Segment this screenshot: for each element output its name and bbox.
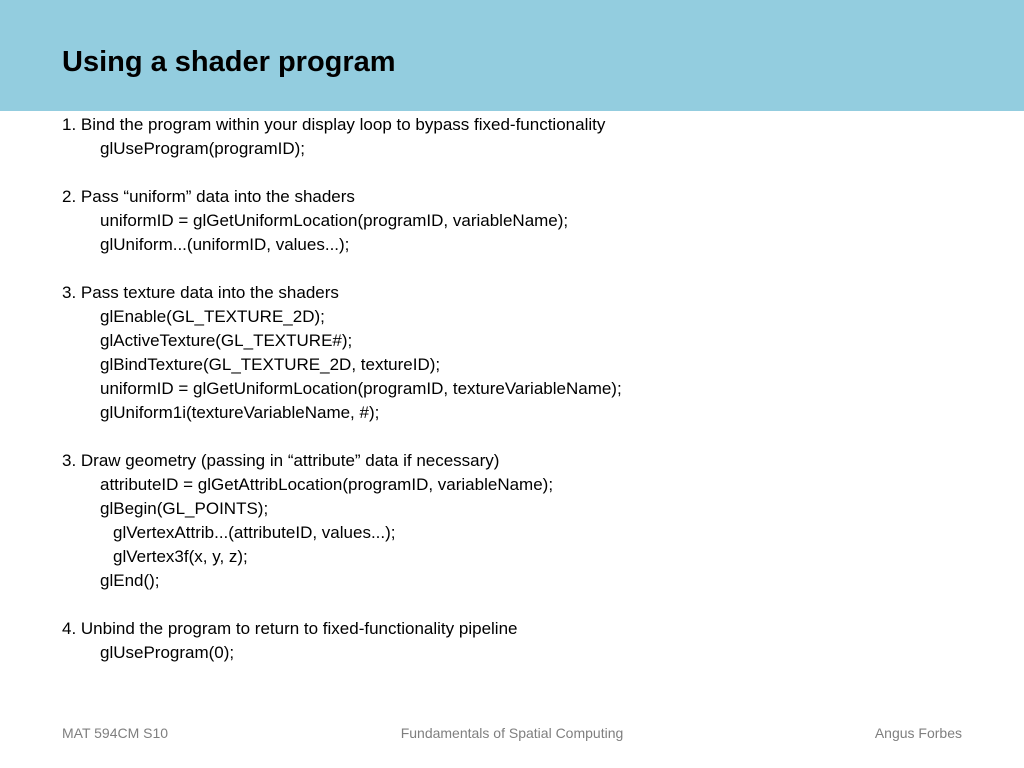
code-line: attributeID = glGetAttribLocation(programID, variableName);	[100, 475, 554, 494]
title-band	[0, 0, 1024, 111]
code-line: glUniform...(uniformID, values...);	[100, 235, 350, 254]
spacer	[62, 257, 962, 281]
section-heading: 1. Bind the program within your display loop to bypass fixed-functionality	[62, 115, 606, 134]
code-line: uniformID = glGetUniformLocation(programID, textureVariableName);	[100, 379, 622, 398]
section-heading: 3. Draw geometry (passing in “attribute” data if necessary)	[62, 451, 500, 470]
section-heading: 2. Pass “uniform” data into the shaders	[62, 187, 355, 206]
code-line: uniformID = glGetUniformLocation(programID, variableName);	[100, 211, 569, 230]
slide-title: Using a shader program	[62, 46, 396, 78]
code-line: glUseProgram(0);	[100, 643, 235, 662]
section-heading: 3. Pass texture data into the shaders	[62, 283, 339, 302]
code-line: glActiveTexture(GL_TEXTURE#);	[100, 331, 353, 350]
code-line: glEnable(GL_TEXTURE_2D);	[100, 307, 325, 326]
code-line: glBegin(GL_POINTS);	[100, 499, 269, 518]
spacer	[62, 425, 962, 449]
footer-course-title: Fundamentals of Spatial Computing	[400, 725, 624, 741]
slide-content	[62, 113, 962, 665]
code-line: glUniform1i(textureVariableName, #);	[100, 403, 380, 422]
spacer	[62, 161, 962, 185]
code-line: glBindTexture(GL_TEXTURE_2D, textureID);	[100, 355, 441, 374]
code-line: glVertexAttrib...(attributeID, values...);	[113, 523, 396, 542]
footer-author: Angus Forbes	[874, 725, 962, 741]
code-line: glEnd();	[100, 571, 160, 590]
spacer	[62, 593, 962, 617]
code-line: glVertex3f(x, y, z);	[113, 547, 248, 566]
footer-course: MAT 594CM S10	[62, 725, 169, 741]
code-line: glUseProgram(programID);	[100, 139, 305, 158]
section-heading: 4. Unbind the program to return to fixed-functionality pipeline	[62, 619, 518, 638]
